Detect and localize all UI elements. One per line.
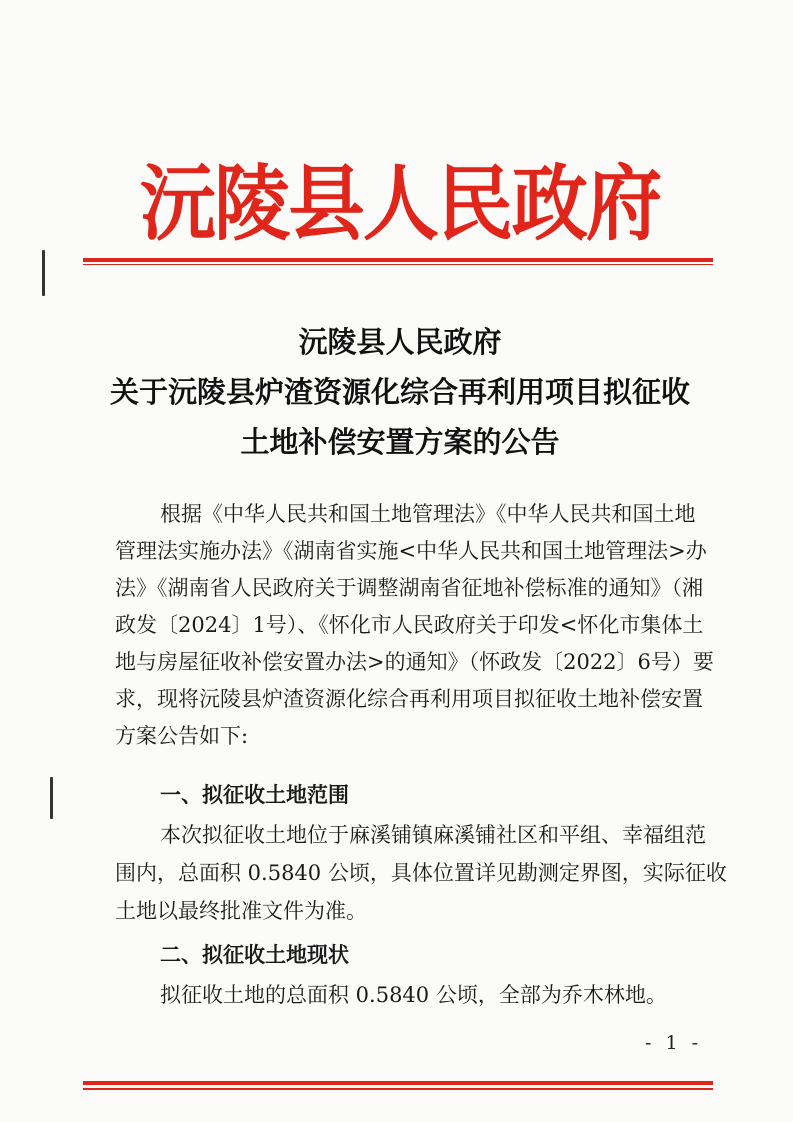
binding-mark bbox=[42, 250, 45, 296]
masthead-divider-thin bbox=[83, 264, 713, 265]
section-heading: 二、拟征收土地现状 bbox=[160, 943, 349, 967]
paragraph-line: 土地以最终批准文件为准。 bbox=[115, 899, 367, 923]
paragraph-line: 方案公告如下: bbox=[115, 724, 249, 748]
masthead-title: 沅陵县人民政府 bbox=[139, 157, 661, 252]
binding-mark bbox=[50, 777, 53, 819]
footer-divider-thin bbox=[83, 1088, 713, 1090]
paragraph-line: 围内，总面积 0.5840 公顷，具体位置详见勘测定界图，实际征收 bbox=[115, 861, 727, 885]
paragraph-line: 管理法实施办法》《湖南省实施<中华人民共和国土地管理法>办 bbox=[115, 539, 707, 563]
footer-divider-thick bbox=[83, 1081, 713, 1085]
paragraph-line: 拟征收土地的总面积 0.5840 公顷，全部为乔木林地。 bbox=[160, 983, 667, 1007]
notice-title-line-3: 土地补偿安置方案的公告 bbox=[240, 425, 560, 459]
notice-title-line-1: 沅陵县人民政府 bbox=[298, 325, 502, 359]
paragraph-line: 法》《湖南省人民政府关于调整湖南省征地补偿标准的通知》（湘 bbox=[115, 576, 703, 600]
section-heading: 一、拟征收土地范围 bbox=[160, 783, 349, 807]
paragraph-line: 地与房屋征收补偿安置办法>的通知》（怀政发〔2022〕6号）要 bbox=[115, 650, 714, 674]
notice-title-line-2: 关于沅陵县炉渣资源化综合再利用项目拟征收 bbox=[109, 375, 690, 409]
paragraph-line: 政发〔2024〕1号）、《怀化市人民政府关于印发<怀化市集体土 bbox=[115, 613, 704, 637]
paragraph-line: 求，现将沅陵县炉渣资源化综合再利用项目拟征收土地补偿安置 bbox=[115, 687, 703, 711]
masthead-divider-thick bbox=[83, 258, 713, 262]
page-number: - 1 - bbox=[645, 1032, 703, 1054]
paragraph-line: 本次拟征收土地位于麻溪铺镇麻溪铺社区和平组、幸福组范 bbox=[160, 823, 706, 847]
paragraph-line: 根据《中华人民共和国土地管理法》《中华人民共和国土地 bbox=[160, 502, 696, 526]
